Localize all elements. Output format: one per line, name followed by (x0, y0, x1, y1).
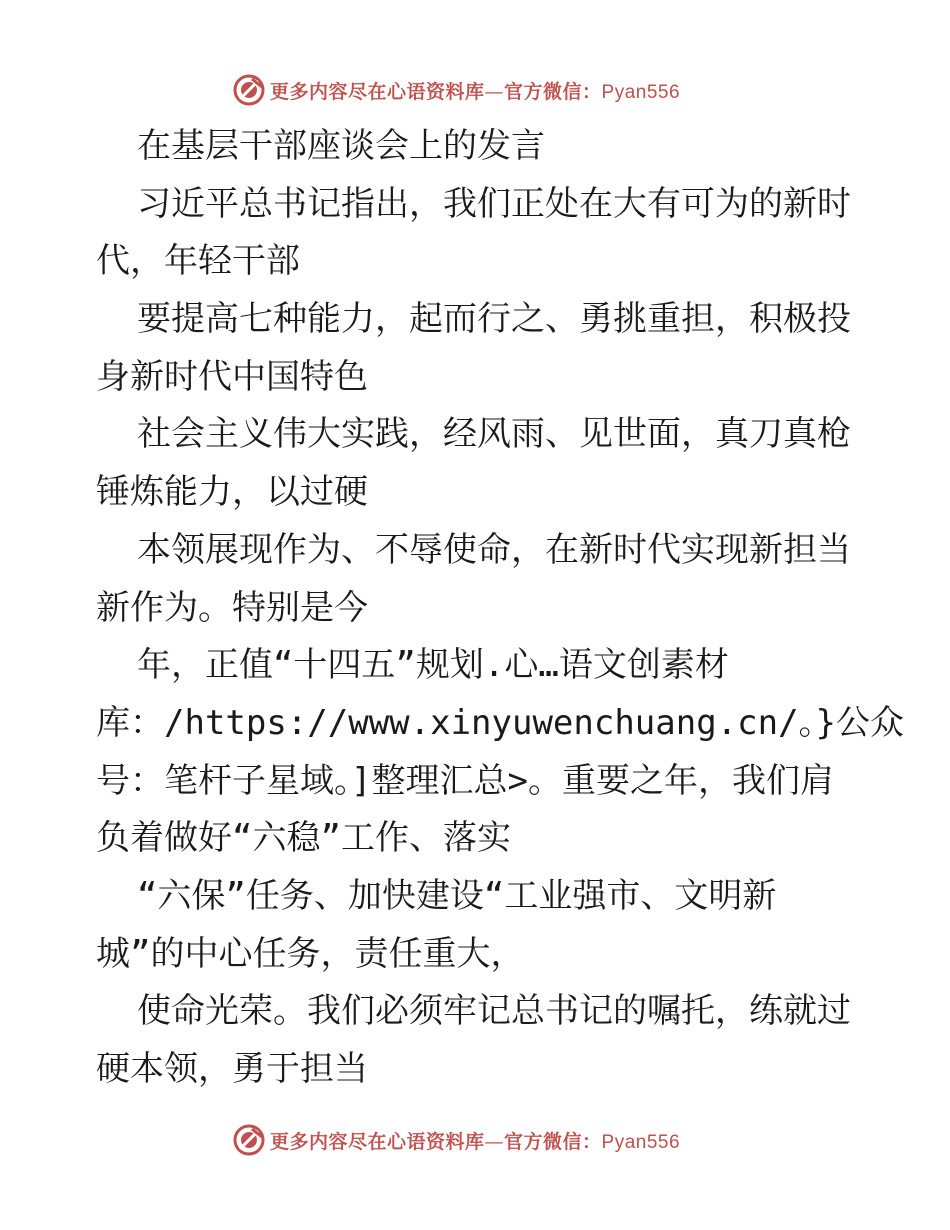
document-line: 城”的中心任务，责任重大， (96, 933, 525, 974)
document-line: 新作为。特别是今 (96, 587, 368, 628)
document-line: 使命光荣。我们必须牢记总书记的嘱托，练就过 (96, 991, 851, 1032)
watermark-banner-bottom (232, 1122, 732, 1158)
document-line: 负着做好“六稳”工作、落实 (96, 818, 511, 859)
watermark-text (270, 77, 680, 104)
document-line: “六保”任务、加快建设“工业强市、文明新 (96, 875, 777, 916)
watermark-main: 更多内容尽在心语资料库 (270, 1130, 485, 1153)
document-line: 库：/https://www.xinyuwenchuang.cn/。}公众 (96, 702, 905, 743)
document-line: 在基层干部座谈会上的发言 (96, 126, 545, 166)
watermark-dash: — (484, 1130, 505, 1153)
red-seal-logo-icon (232, 73, 266, 107)
watermark-id: Pyan556 (601, 1131, 681, 1153)
watermark-text (270, 1127, 680, 1154)
document-line: 年，正值“十四五”规划.心…语文创素材 (96, 645, 729, 686)
document-line: 代，年轻干部 (96, 241, 300, 282)
document-line: 习近平总书记指出，我们正处在大有可为的新时 (96, 183, 851, 224)
document-body (96, 118, 905, 1099)
watermark-dash: — (484, 80, 505, 103)
watermark-id: Pyan556 (601, 81, 681, 103)
document-line: 本领展现作为、不辱使命，在新时代实现新担当 (96, 529, 851, 570)
document-line: 身新时代中国特色 (96, 356, 368, 397)
red-seal-logo-icon (232, 1123, 266, 1157)
document-line: 硬本领，勇于担当 (96, 1049, 368, 1089)
document-line: 社会主义伟大实践，经风雨、见世面，真刀真枪 (96, 414, 851, 455)
watermark-contact: 官方微信： (504, 80, 602, 103)
watermark-banner-top (232, 72, 732, 108)
document-line: 号：笔杆子星域。]整理汇总>。重要之年，我们肩 (96, 760, 834, 801)
watermark-main: 更多内容尽在心语资料库 (270, 80, 485, 103)
document-line: 锤炼能力，以过硬 (96, 472, 368, 513)
document-line: 要提高七种能力，起而行之、勇挑重担，积极投 (96, 299, 851, 340)
watermark-contact: 官方微信： (504, 1130, 602, 1153)
